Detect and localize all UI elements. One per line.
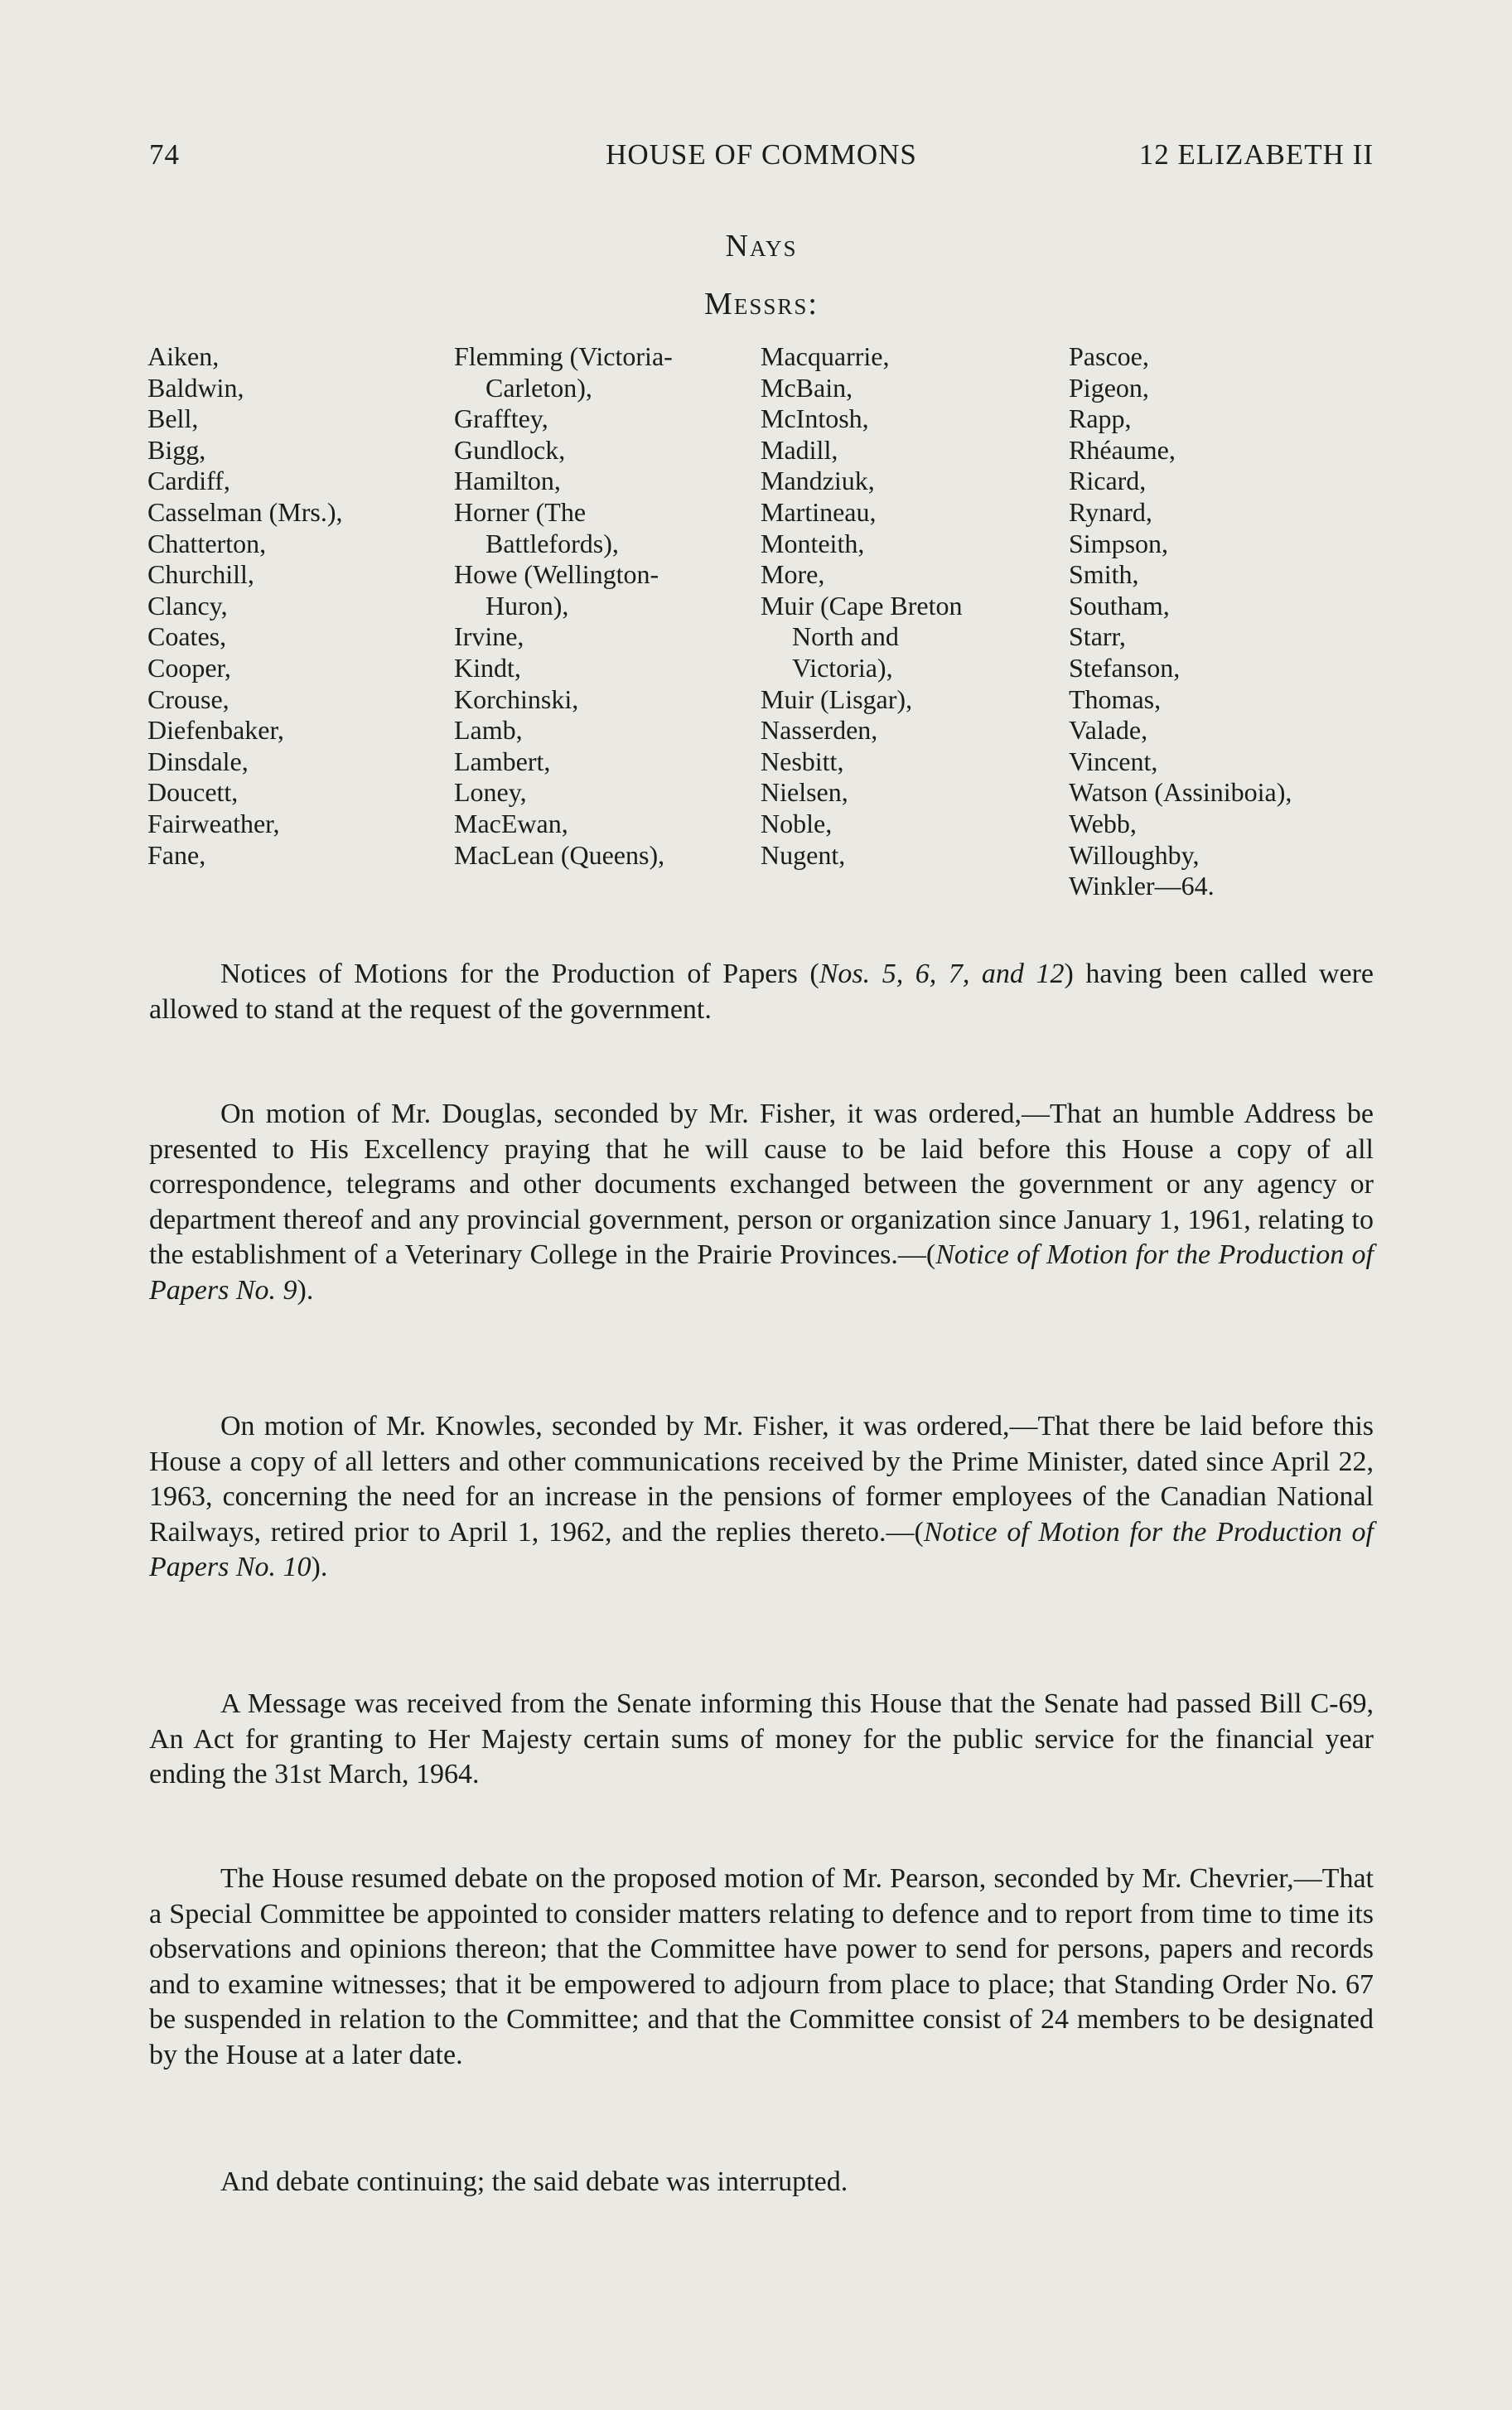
member-name: Bell, [147, 403, 199, 434]
member-name: Watson (Assiniboia), [1069, 777, 1292, 808]
member-name: Vincent, [1069, 746, 1158, 776]
member-name: Starr, [1069, 621, 1126, 652]
page-number: 74 [149, 138, 180, 171]
member-name: Churchill, [147, 559, 254, 590]
italic-reference: Notice of Motion for the Production of Papers No. 10 [149, 1516, 1374, 1583]
member-name: Cardiff, [147, 466, 230, 496]
member-name: Loney, [454, 777, 527, 808]
member-name: Grafftey, [454, 403, 548, 434]
paragraph-text: ). [311, 1552, 328, 1583]
member-name: Coates, [147, 621, 227, 652]
member-name: Noble, [761, 808, 833, 838]
member-name: Howe (Wellington- [454, 559, 659, 590]
paragraph-text: A Message was received from the Senate informing this House that the Senate had passed Bill C-69, An Act for granting to Her Majesty certain sums of money for the public service for the financial year ending the 31st March, 1964. [149, 1688, 1374, 1790]
member-name: Nasserden, [761, 715, 878, 746]
member-name: Aiken, [147, 341, 220, 371]
paragraph-text: On motion of Mr. Douglas, seconded by Mr. Fisher, it was ordered,—That an humble Address be presented to His Excellency praying that he will cause to be laid before this House a copy of all correspondence, telegrams and other documents exchanged between the government or any agency or department thereof and any provincial government, person or organization since January 1, 1961, relating to the establishment of a Veterinary College in the Prairie Provinces.—( [149, 1099, 1374, 1271]
member-name: Casselman (Mrs.), [147, 496, 343, 527]
messrs-heading: Messrs: [704, 287, 819, 321]
paragraph-text: And debate continuing; the said debate was interrupted. [220, 2166, 848, 2197]
paragraph-debate-interrupted [149, 2165, 1374, 2200]
italic-reference: Notice of Motion for the Production of Papers No. 9 [149, 1239, 1374, 1306]
member-name: Irvine, [454, 621, 524, 652]
paragraph-knowles-motion [149, 1409, 1374, 1586]
regnal-year: 12 ELIZABETH II [1138, 138, 1374, 171]
member-name: Gundlock, [454, 434, 566, 465]
member-name: Willoughby, [1069, 839, 1200, 870]
member-name: Smith, [1069, 559, 1139, 590]
page-header-title: HOUSE OF COMMONS [606, 138, 917, 171]
paragraph-senate-message [149, 1687, 1374, 1793]
member-name: Macquarrie, [761, 341, 890, 371]
member-name: Diefenbaker, [147, 715, 284, 746]
member-name: Rynard, [1069, 496, 1152, 527]
member-name: MacEwan, [454, 808, 568, 838]
member-name: Nesbitt, [761, 746, 844, 776]
member-name: Mandziuk, [761, 466, 875, 496]
member-name: Lamb, [454, 715, 523, 746]
member-name-continuation: Battlefords), [485, 528, 619, 558]
member-name: Pigeon, [1069, 372, 1149, 403]
paragraph-text: On motion of Mr. Knowles, seconded by Mr. Fisher, it was ordered,—That there be laid before this House a copy of all letters and other communications received by the Prime Minister, dated since April 22, 1963, concerning the need for an increase in the pensions of former employees of the Canadian National Railways, retired prior to April 1, 1962, and the replies thereto.—( [149, 1411, 1374, 1548]
name-column-4 [1069, 341, 1292, 902]
member-name: Southam, [1069, 590, 1170, 621]
member-name: Hamilton, [454, 466, 561, 496]
name-column-1 [147, 341, 343, 871]
name-column-3 [761, 341, 963, 871]
member-name-continuation: Carleton), [485, 372, 592, 403]
member-name: Crouse, [147, 683, 229, 714]
paragraph-text: ). [297, 1274, 314, 1306]
member-name: Muir (Cape Breton [761, 590, 963, 621]
member-name: Clancy, [147, 590, 228, 621]
member-name: Simpson, [1069, 528, 1169, 558]
member-name: Muir (Lisgar), [761, 683, 913, 714]
member-name: Valade, [1069, 715, 1148, 746]
member-name: Chatterton, [147, 528, 267, 558]
paragraph-text: ) having been called were allowed to stand at the request of the government. [149, 959, 1374, 1025]
member-name: Nugent, [761, 839, 846, 870]
member-name: Webb, [1069, 808, 1137, 838]
member-name: Doucett, [147, 777, 239, 808]
nays-heading: Nays [725, 229, 798, 263]
paragraph-text: The House resumed debate on the proposed motion of Mr. Pearson, seconded by Mr. Chevrier,—That a Special Committee be appointed to consider matters relating to defence and to report from time to time its observations and opinions thereon; that the Committee have power to send for persons, papers and records and to examine witnesses; that it be empowered to adjourn from place to place; that Standing Order No. 67 be suspended in relation to the Committee; and that the Committee consist of 24 members to be designated by the House at a later date. [149, 1863, 1374, 2070]
member-name: Ricard, [1069, 466, 1147, 496]
member-name: Rhéaume, [1069, 434, 1176, 465]
member-name: Madill, [761, 434, 838, 465]
member-name: McBain, [761, 372, 853, 403]
member-name: Nielsen, [761, 777, 848, 808]
member-name: Fane, [147, 839, 206, 870]
member-name: Dinsdale, [147, 746, 249, 776]
paragraph-douglas-motion [149, 1097, 1374, 1309]
paragraph-notices-of-motions [149, 957, 1374, 1027]
member-name: Korchinski, [454, 683, 579, 714]
member-name: Pascoe, [1069, 341, 1149, 371]
member-name: Kindt, [454, 652, 521, 683]
member-name: Horner (The [454, 496, 587, 527]
italic-reference: Nos. 5, 6, 7, and 12 [819, 959, 1065, 989]
member-name: MacLean (Queens), [454, 839, 665, 870]
member-name: Flemming (Victoria- [454, 341, 673, 371]
member-name-continuation: Huron), [485, 590, 569, 621]
member-name: Monteith, [761, 528, 865, 558]
member-name: Baldwin, [147, 372, 244, 403]
member-name: Stefanson, [1069, 652, 1181, 683]
member-name: Thomas, [1069, 683, 1162, 714]
member-name-continuation: Victoria), [792, 652, 893, 683]
member-name: Martineau, [761, 496, 877, 527]
member-name: Rapp, [1069, 403, 1132, 434]
name-column-2 [454, 341, 673, 871]
paragraph-pearson-debate [149, 1862, 1374, 2074]
paragraph-text: Notices of Motions for the Production of Papers ( [220, 959, 819, 989]
member-name: Cooper, [147, 652, 231, 683]
member-name: Winkler—64. [1069, 871, 1215, 901]
member-name: Bigg, [147, 434, 206, 465]
member-name-continuation: North and [792, 621, 899, 652]
member-name: Fairweather, [147, 808, 280, 838]
member-name: More, [761, 559, 825, 590]
member-name: McIntosh, [761, 403, 869, 434]
member-name: Lambert, [454, 746, 551, 776]
